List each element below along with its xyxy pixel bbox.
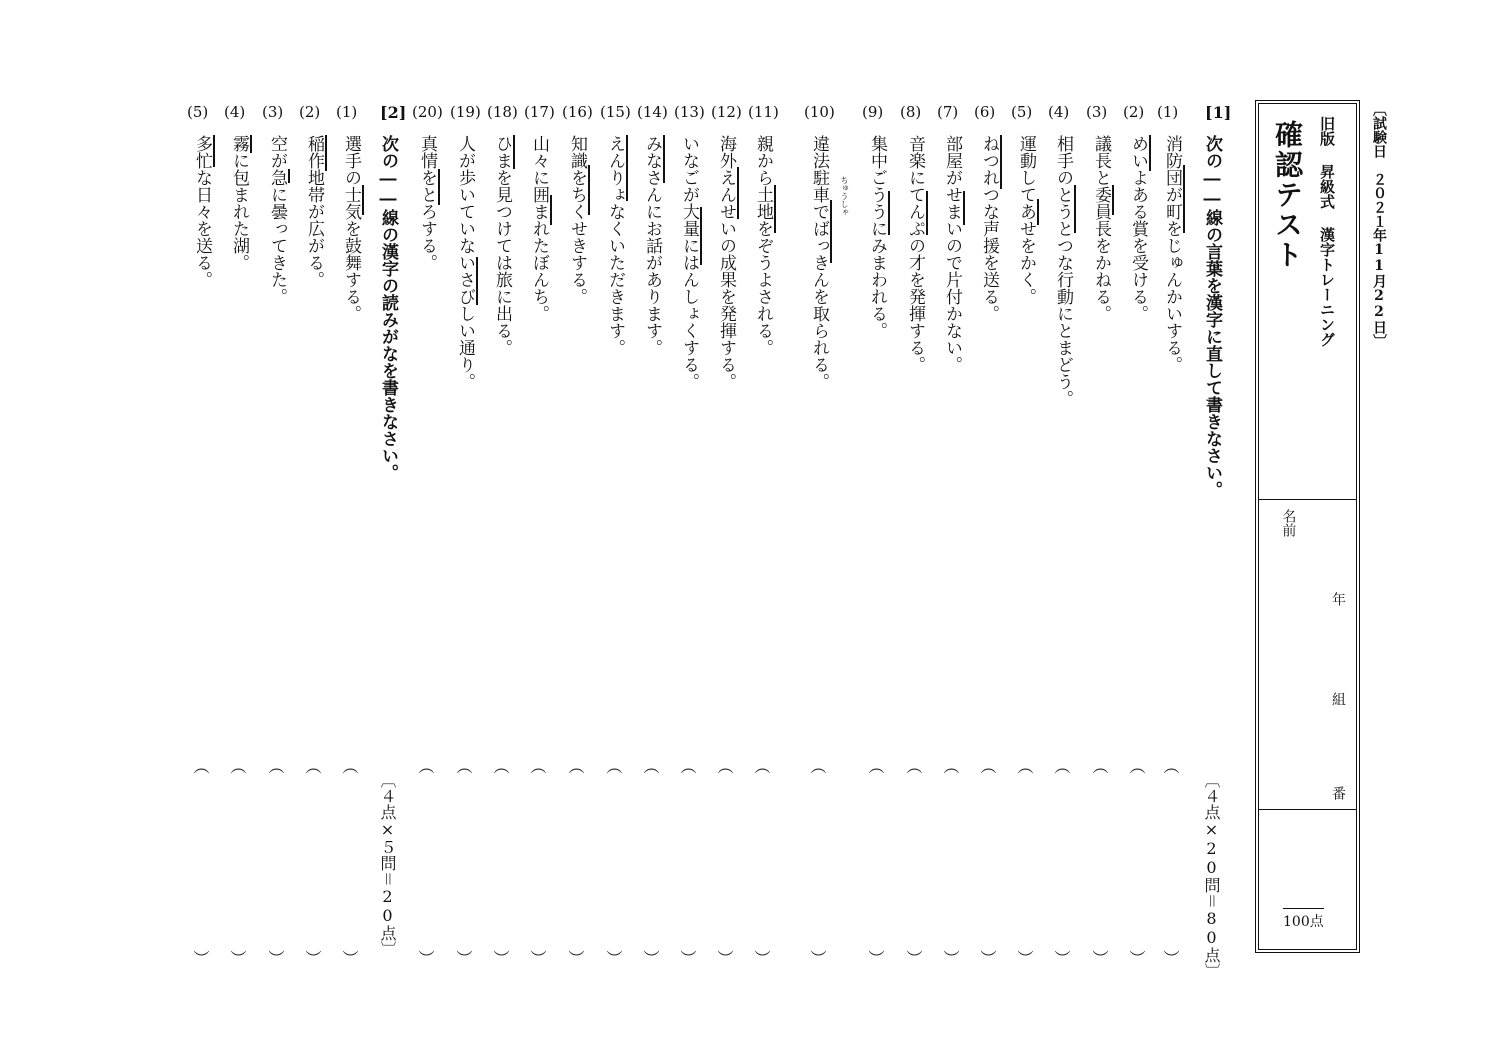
answer-blank[interactable]: （ ） <box>1161 758 1180 966</box>
question-text: 相手のとうとつな行動にとまどう。 <box>1053 135 1073 407</box>
question-text: みなさんにお話があります。 <box>642 135 662 356</box>
underline-mark <box>1112 185 1114 215</box>
underline-mark <box>963 191 965 225</box>
section2-number: [2] <box>380 103 407 122</box>
answer-blank[interactable]: （ ） <box>566 758 585 966</box>
section1-instruction: 次の――線の言葉を漢字に直して書きなさい。 <box>1202 135 1222 498</box>
answer-blank[interactable]: （ ） <box>1015 758 1034 966</box>
answer-blank[interactable]: （ ） <box>715 758 734 966</box>
question-text: 集中ごううにみまわれる。 <box>867 135 887 339</box>
answer-blank[interactable]: （ ） <box>1090 758 1109 966</box>
test-date: 〔試験日 ２０２１年11月22日〕 <box>1371 102 1387 348</box>
question-number: (6) <box>974 103 996 121</box>
underline-mark <box>476 257 478 305</box>
underline-mark <box>663 135 665 183</box>
question-number: (4) <box>1048 103 1070 121</box>
question-number: (20) <box>412 103 443 121</box>
question-text: ひまを見つけては旅に出る。 <box>492 135 512 356</box>
question-text: 運動してあせをかく。 <box>1016 135 1036 305</box>
section1-number: [1] <box>1205 103 1232 122</box>
answer-blank[interactable]: （ ） <box>808 758 827 966</box>
underline-mark <box>888 191 890 235</box>
question-number: (16) <box>562 103 593 121</box>
underline-mark <box>926 191 928 235</box>
question-text: 知識をちくせきする。 <box>567 135 587 305</box>
answer-blank[interactable]: （ ） <box>1127 758 1146 966</box>
underline-mark <box>830 200 832 263</box>
question-number: (5) <box>187 103 209 121</box>
answer-blank[interactable]: （ ） <box>941 758 960 966</box>
answer-blank[interactable]: （ ） <box>303 758 322 966</box>
question-number: (7) <box>937 103 959 121</box>
answer-blank[interactable]: （ ） <box>191 758 210 966</box>
question-number: (13) <box>674 103 705 121</box>
underline-mark <box>1037 199 1039 225</box>
answer-blank[interactable]: （ ） <box>641 758 660 966</box>
underline-mark <box>513 135 515 169</box>
section2-points: 〔４点×５問＝20点〕 <box>378 772 397 957</box>
underline-mark <box>362 185 364 215</box>
underline-mark <box>325 135 327 171</box>
underline-mark <box>550 195 552 225</box>
question-number: (4) <box>224 103 246 121</box>
title-box <box>1255 100 1360 953</box>
class-label: 組 <box>1330 692 1346 706</box>
answer-blank[interactable]: （ ） <box>416 758 435 966</box>
question-number: (17) <box>524 103 555 121</box>
question-number: (18) <box>487 103 518 121</box>
question-number: (15) <box>600 103 631 121</box>
answer-blank[interactable]: （ ） <box>904 758 923 966</box>
question-text: 親から土地をぞうよされる。 <box>753 135 773 356</box>
question-text: 海外えんせいの成果を発揮する。 <box>716 135 736 390</box>
question-number: (11) <box>748 103 779 121</box>
question-number: (10) <box>804 103 835 121</box>
divider <box>1259 809 1356 810</box>
underline-mark <box>250 135 252 153</box>
question-text: 山々に囲まれたぼんち。 <box>529 135 549 322</box>
question-text: 人が歩いていないさびしい通り。 <box>455 135 475 390</box>
underline-mark <box>737 167 739 219</box>
answer-blank[interactable]: （ ） <box>228 758 247 966</box>
question-number: (19) <box>450 103 481 121</box>
section1-points: 〔４点×20問＝80点〕 <box>1202 772 1221 979</box>
question-text: 消防団が町をじゅんかいする。 <box>1162 135 1182 373</box>
question-text: めいよある賞を受ける。 <box>1128 135 1148 322</box>
ruby-text: ちゅうしゃ <box>840 176 849 216</box>
answer-blank[interactable]: （ ） <box>1052 758 1071 966</box>
question-text: 霧に包まれた湖。 <box>229 135 249 271</box>
question-number: (8) <box>900 103 922 121</box>
section2-instruction: 次の――線の漢字の読みがなを書きなさい。 <box>378 135 398 481</box>
divider <box>1259 499 1356 500</box>
number-label: 番 <box>1330 786 1346 800</box>
question-number: (12) <box>711 103 742 121</box>
underline-mark <box>213 135 215 167</box>
answer-blank[interactable]: （ ） <box>454 758 473 966</box>
question-number: (3) <box>262 103 284 121</box>
question-text: ねつれつな声援を送る。 <box>979 135 999 322</box>
underline-mark <box>288 169 290 183</box>
question-number: (1) <box>1157 103 1179 121</box>
question-number: (5) <box>1011 103 1033 121</box>
underline-mark <box>1183 165 1185 233</box>
question-number: (3) <box>1086 103 1108 121</box>
question-number: (9) <box>862 103 884 121</box>
underline-mark <box>774 185 776 233</box>
question-number: (2) <box>1123 103 1145 121</box>
question-text: 真情をとろする。 <box>417 135 437 271</box>
answer-blank[interactable]: （ ） <box>678 758 697 966</box>
underline-mark <box>1074 185 1076 233</box>
question-text: 音楽にてんぷの才を発揮する。 <box>905 135 925 373</box>
question-number: (1) <box>336 103 358 121</box>
question-number: (14) <box>637 103 668 121</box>
answer-blank[interactable]: （ ） <box>266 758 285 966</box>
question-text: 部屋がせまいので片付かない。 <box>942 135 962 373</box>
answer-blank[interactable]: （ ） <box>604 758 623 966</box>
question-number: (2) <box>299 103 321 121</box>
question-text: 空が急に曇ってきた。 <box>267 135 287 305</box>
question-text: 違法駐車でばっきんを取られる。 <box>809 135 829 390</box>
underline-mark <box>700 207 702 265</box>
name-label: 名前 <box>1280 509 1297 537</box>
answer-blank[interactable]: （ ） <box>340 758 359 966</box>
answer-blank[interactable]: （ ） <box>752 758 771 966</box>
question-text: いなごが大量にはんしょくする。 <box>679 135 699 390</box>
underline-mark <box>626 135 628 201</box>
answer-blank[interactable]: （ ） <box>491 758 510 966</box>
underline-mark <box>588 165 590 215</box>
question-text: 議長と委員長をかねる。 <box>1091 135 1111 322</box>
underline-mark <box>1000 135 1002 189</box>
question-text: 稲作地帯が広がる。 <box>304 135 324 288</box>
year-label: 年 <box>1330 592 1346 606</box>
answer-blank[interactable]: （ ） <box>866 758 885 966</box>
page-title: 確認テスト <box>1271 120 1304 270</box>
total-score: 100点 <box>1283 908 1324 931</box>
answer-blank[interactable]: （ ） <box>978 758 997 966</box>
subtitle: 旧版 昇級式 漢字トレーニング <box>1318 116 1336 347</box>
answer-blank[interactable]: （ ） <box>528 758 547 966</box>
question-text: えんりょなくいただきます。 <box>605 135 625 356</box>
question-text: 選手の士気を鼓舞する。 <box>341 135 361 322</box>
underline-mark <box>1149 135 1151 171</box>
question-text: 多忙な日々を送る。 <box>192 135 212 288</box>
underline-mark <box>438 169 440 205</box>
